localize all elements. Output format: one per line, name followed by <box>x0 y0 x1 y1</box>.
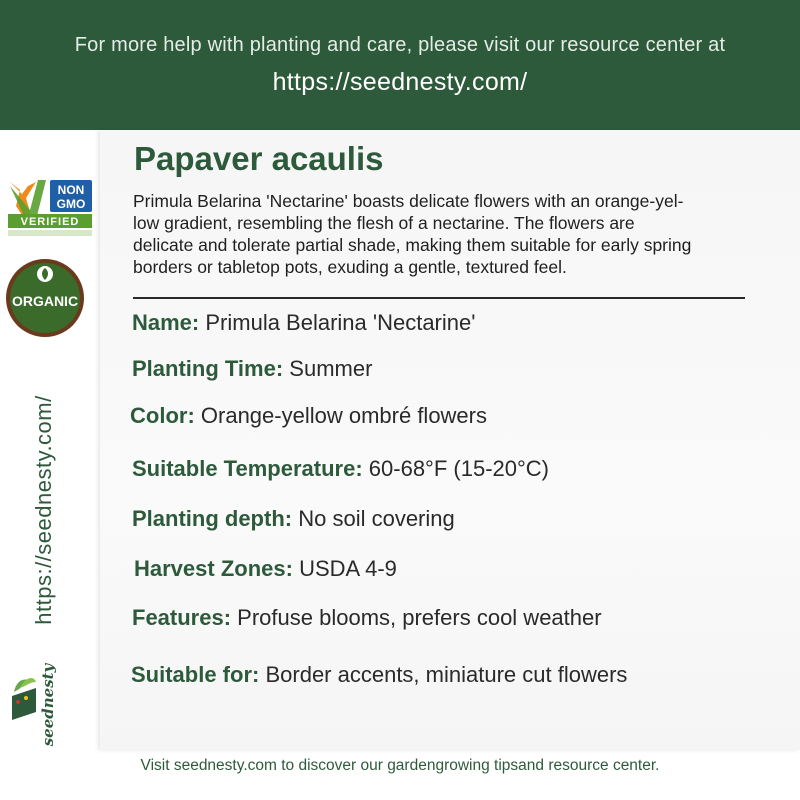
description-line: borders or tabletop pots, exuding a gentle, textured feel. <box>133 257 567 277</box>
spec-row-planting-depth <box>132 506 455 532</box>
section-divider <box>133 297 745 299</box>
banner-help-text: For more help with planting and care, please visit our resource center at <box>74 34 726 56</box>
spec-label: Features: <box>132 605 232 630</box>
description-line: low gradient, resembling the flesh of a nectarine. The flowers are <box>133 213 635 233</box>
nongmo-text-verified: VERIFIED <box>20 216 80 228</box>
spec-row-planting-time <box>132 356 372 382</box>
spec-value: No soil covering <box>298 506 455 531</box>
spec-value: 60-68°F (15-20°C) <box>368 456 550 481</box>
spec-row-name <box>132 310 475 336</box>
non-gmo-verified-badge <box>6 176 94 240</box>
spec-row-features <box>132 605 602 631</box>
banner-url-link[interactable]: https://seednesty.com/ <box>272 68 528 96</box>
spec-value: USDA 4-9 <box>299 556 397 581</box>
product-description <box>133 190 763 278</box>
spec-value: Primula Belarina 'Nectarine' <box>205 310 476 335</box>
spec-label: Name: <box>132 310 200 335</box>
organic-badge <box>5 258 85 338</box>
product-title: Papaver acaulis <box>134 140 384 177</box>
spec-label: Planting Time: <box>132 356 284 381</box>
spec-label: Color: <box>130 403 195 428</box>
spec-row-color <box>130 403 487 429</box>
description-line: Primula Belarina 'Nectarine' boasts delicate flowers with an orange-yel- <box>133 191 684 211</box>
spec-label: Suitable Temperature: <box>132 456 363 481</box>
nongmo-text-non: NON <box>57 183 85 197</box>
organic-text: ORGANIC <box>11 293 79 309</box>
spec-value: Profuse blooms, prefers cool weather <box>237 605 602 630</box>
footer-text: Visit seednesty.com to discover our gardengrowing tipsand resource center. <box>140 757 660 774</box>
spec-value: Border accents, miniature cut flowers <box>265 662 628 687</box>
description-line: delicate and tolerate partial shade, making them suitable for early spring <box>133 235 692 255</box>
nongmo-text-gmo: GMO <box>56 197 86 211</box>
spec-value: Orange-yellow ombré flowers <box>200 403 487 428</box>
spec-label: Suitable for: <box>131 662 260 687</box>
spec-label: Planting depth: <box>132 506 293 531</box>
top-banner <box>0 0 800 130</box>
seednesty-brand-text: seednesty <box>39 663 57 747</box>
spec-row-temperature <box>132 456 549 482</box>
spec-row-suitable-for <box>131 662 627 688</box>
spec-row-harvest-zones <box>134 556 397 582</box>
spec-value: Summer <box>289 356 373 381</box>
vertical-url-text: https://seednesty.com/ <box>31 395 56 625</box>
spec-label: Harvest Zones: <box>134 556 293 581</box>
